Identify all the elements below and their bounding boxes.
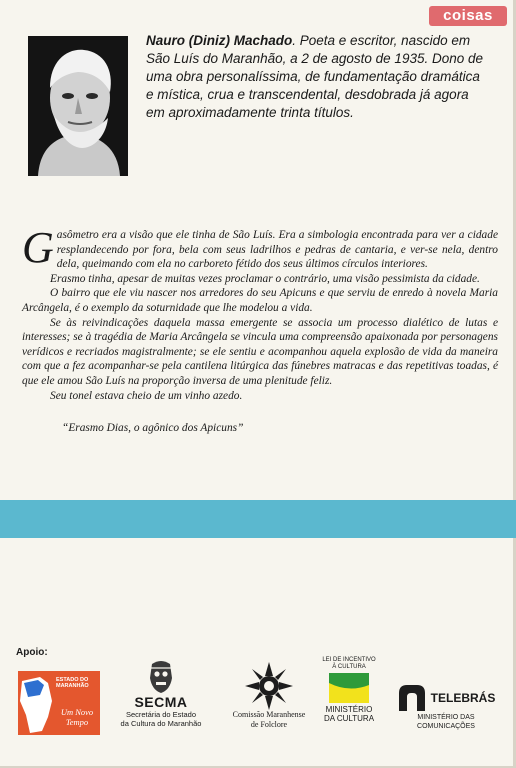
- excerpt-paragraph-4: Se às reivindicações daquela massa emergente se associa um processo dialético de lutas e interesses; se à tragédia de Maria Arcângela se vincula uma compreensão apaixonada por personagens verídicos e recriados magistralmente; se ele sentiu e acompanhou aquela explosão de vida da maneira com que a fez acompanhar-se pela cantilena litúrgica das fúnebres matracas e das repetitivas toadas, é que ele amou São Luís na proporção inversa de uma plenitude feliz.: [22, 316, 498, 387]
- maranhao-line2: MARANHÃO: [56, 683, 89, 689]
- minc-logo: [316, 657, 382, 723]
- source-quote: “Erasmo Dias, o agônico dos Apicuns”: [62, 422, 244, 435]
- author-bio: [146, 32, 486, 122]
- publisher-badge: coisas: [429, 6, 507, 26]
- lei-line2: À CULTURA: [332, 664, 366, 670]
- author-photo: [28, 36, 128, 176]
- drop-cap: G: [22, 223, 54, 272]
- telebras-name: TELEBRÁS: [430, 691, 496, 705]
- flag-icon: [329, 673, 369, 703]
- author-name: Nauro (Diniz) Machado: [146, 33, 293, 48]
- sun-icon: [245, 662, 293, 710]
- telebras-icon: [397, 683, 427, 713]
- folclore-line1: Comissão Maranhense: [232, 710, 306, 719]
- mask-icon: [146, 660, 176, 694]
- secma-acronym: SECMA: [134, 694, 188, 710]
- excerpt: [22, 223, 498, 436]
- maranhao-state-logo: [18, 671, 100, 735]
- lei-line1: LEI DE INCENTIVO: [322, 657, 376, 663]
- minc-line1: MINISTÉRIO: [325, 705, 373, 714]
- excerpt-paragraph-1: asômetro era a visão que ele tinha de São Luís. Era a simbologia encontrada para ver a cidade resplandecendo por fora, bela com seus ladrilhos e pedras de cantaria, e ver-se nela, dentro dela, queimando com ela no carboreto fétido dos seus últimos círculos interiores.: [56, 229, 498, 271]
- folclore-logo: [228, 662, 310, 730]
- support-label: Apoio:: [16, 647, 48, 658]
- decorative-band: [0, 500, 516, 538]
- telebras-sub: MINISTÉRIO DAS COMUNICAÇÕES: [417, 714, 475, 730]
- telebras-logo: [390, 683, 502, 731]
- folclore-line2: de Folclore: [250, 720, 288, 729]
- excerpt-paragraph-5: Seu tonel estava cheio de um vinho azedo.: [50, 389, 243, 402]
- secma-logo: [112, 660, 210, 728]
- excerpt-paragraph-3: O bairro que ele viu nascer nos arredores do seu Apicuns e que serviu de enredo à novela Maria Arcângela, é o exemplo da soturnidade que lhe modelou a vida.: [22, 287, 498, 314]
- secma-line2: da Cultura do Maranhão: [120, 719, 202, 728]
- secma-line1: Secretária do Estado: [125, 710, 197, 719]
- minc-line2: DA CULTURA: [323, 714, 375, 723]
- maranhao-tagline: Um Novo Tempo: [60, 707, 94, 727]
- maranhao-line1: ESTADO DO: [56, 677, 89, 683]
- author-bio-text: . Poeta e escritor, nascido em São Luís do Maranhão, a 2 de agosto de 1935. Dono de uma obra personalíssima, de fundamentação dramática e mística, crua e transcendental, desdobrada já agora em aproximadamente trinta títulos.: [146, 33, 484, 120]
- excerpt-paragraph-2: Erasmo tinha, apesar de muitas vezes proclamar o contrário, uma visão pessimista da cidade.: [50, 272, 480, 285]
